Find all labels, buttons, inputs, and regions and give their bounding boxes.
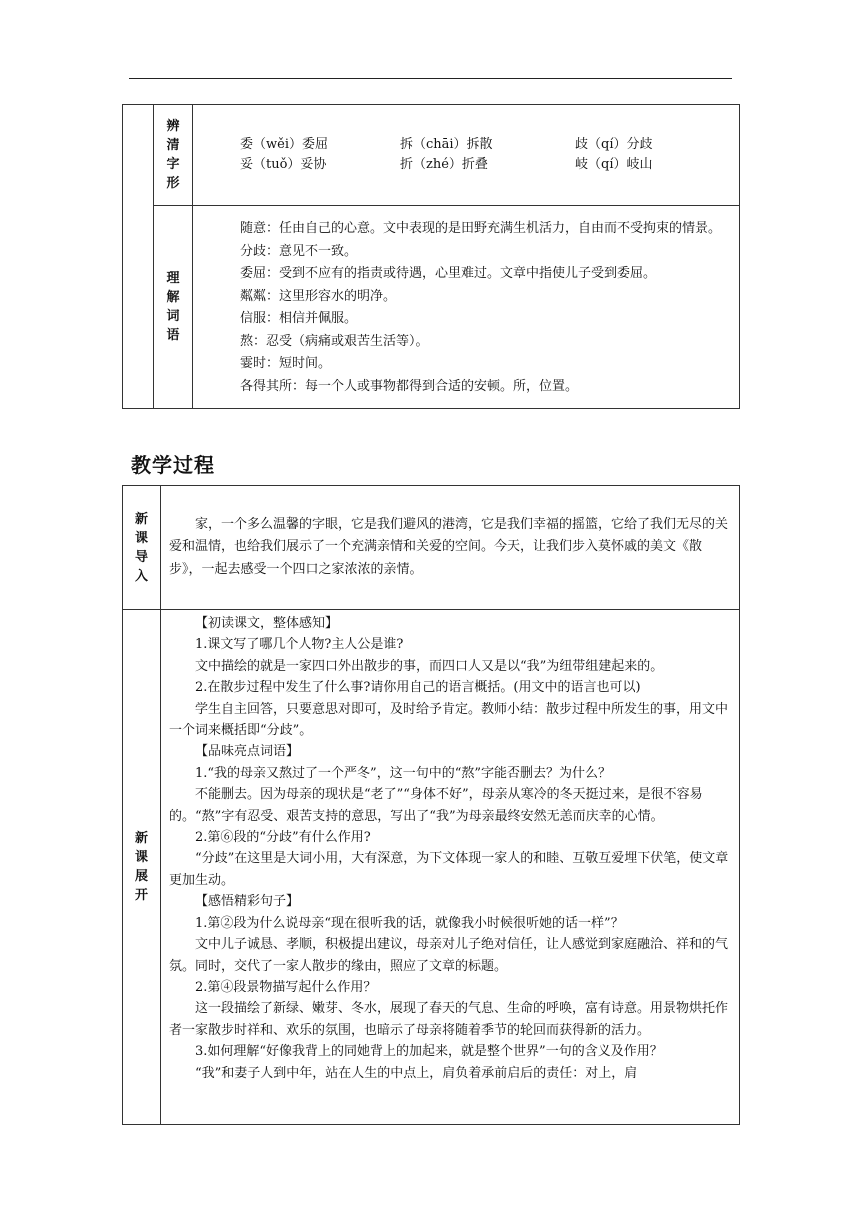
charform-row: 妥（tuǒ）妥协 折（zhé）折叠 岐（qí）岐山 <box>240 157 653 172</box>
answer: 这一段描绘了新绿、嫩芽、冬水，展现了春天的气息、生命的呼唤，富有诗意。用景物烘托作者一家散步时祥和、欢乐的氛围，也暗示了母亲将随着季节的轮回而获得新的活力。 <box>169 1001 729 1038</box>
section-heading: 教学过程 <box>131 453 215 477</box>
develop-label: 新 课 展 开 <box>123 610 161 1125</box>
intro-label: 新 课 导 入 <box>123 486 161 610</box>
empty-left-cell <box>123 105 154 409</box>
question: 1.第②段为什么说母亲“现在很听我的话，就像我小时候很听她的话一样”？ <box>195 915 624 931</box>
vocab-table <box>122 104 740 409</box>
vocab-item: 随意：任由自己的心意。文中表现的是田野充满生机活力，自由而不受拘束的情景。 <box>240 221 722 236</box>
vocab-label: 理 解 词 语 <box>154 206 193 409</box>
answer: 文中儿子诚恳、孝顺，积极提出建议，母亲对儿子绝对信任，让人感觉到家庭融洽、祥和的气氛。同时，交代了一家人散步的缘由，照应了文章的标题。 <box>169 937 729 974</box>
question: 1.“我的母亲又熬过了一个严冬”，这一句中的“熬”字能否删去？为什么？ <box>195 765 611 781</box>
charform-row: 委（wěi）委屈 拆（chāi）拆散 歧（qí）分歧 <box>240 137 653 152</box>
section-tag: 【初读课文，整体感知】 <box>195 616 339 631</box>
develop-content <box>161 610 740 1125</box>
answer: 不能删去。因为母亲的现状是“老了”“身体不好”，母亲从寒冷的冬天挺过来，是很不容易的。“熬”字有忍受、艰苦支持的意思，写出了“我”为母亲最终安然无恙而庆幸的心情。 <box>169 787 703 824</box>
question: 2.在散步过程中发生了什么事?请你用自己的语言概括。(用文中的语言也可以) <box>195 680 641 696</box>
answer: 文中描绘的就是一家四口外出散步的事，而四口人又是以“我”为纽带组建起来的。 <box>195 658 664 674</box>
question: 2.第⑥段的“分歧”有什么作用? <box>195 830 371 846</box>
vocab-item: 分歧：意见不一致。 <box>240 243 358 259</box>
vocab-item: 粼粼：这里形容水的明净。 <box>240 288 397 304</box>
answer: 学生自主回答，只要意思对即可，及时给予肯定。教师小结：散步过程中所发生的事，用文中一个词来概括即“分歧”。 <box>169 701 729 739</box>
header-rule <box>129 78 732 79</box>
answer: “我”和妻子人到中年，站在人生的中点上，肩负着承前启后的责任：对上，肩 <box>195 1065 638 1081</box>
answer: “分歧”在这里是大词小用，大有深意，为下文体现一家人的和睦、互敬互爱埋下伏笔，使文章更加生动。 <box>169 851 729 888</box>
question: 2.第④段景物描写起什么作用？ <box>195 979 377 995</box>
vocab-item: 信服：相信并佩服。 <box>240 311 358 326</box>
vocab-item: 霎时：短时间。 <box>240 356 332 371</box>
question: 1.课文写了哪几个人物?主人公是谁? <box>195 637 404 653</box>
vocab-item: 委屈：受到不应有的指责或待遇，心里难过。文章中指使儿子受到委屈。 <box>240 266 657 281</box>
intro-text: 家，一个多么温馨的字眼，它是我们避风的港湾，它是我们幸福的摇篮，它给了我们无尽的关爱和温情，也给我们展示了一个充满亲情和关爱的空间。今天，让我们步入莫怀戚的美文《散步》，一起去感受一个四口之家浓浓的亲情。 <box>161 486 740 610</box>
vocab-item: 各得其所：每一个人或事物都得到合适的安顿。所，位置。 <box>240 378 579 394</box>
vocab-content <box>193 206 740 409</box>
vocab-item: 熬：忍受（病痛或艰苦生活等）。 <box>240 333 429 349</box>
charform-content <box>193 105 740 206</box>
question: 3.如何理解“好像我背上的同她背上的加起来，就是整个世界”一句的含义及作用？ <box>195 1044 663 1060</box>
section-tag: 【感悟精彩句子】 <box>195 894 300 910</box>
process-table <box>122 485 740 1125</box>
section-tag: 【品味亮点词语】 <box>195 744 300 760</box>
charform-label: 辨 清 字 形 <box>154 105 193 206</box>
